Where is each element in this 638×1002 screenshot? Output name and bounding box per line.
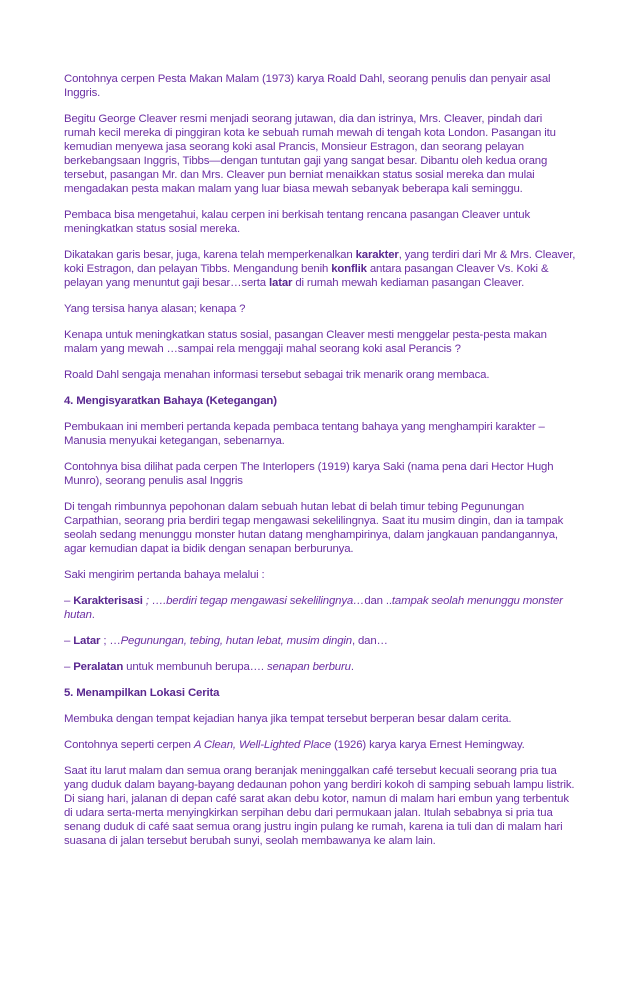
paragraph [64, 248, 576, 290]
text-run: , yang terdiri dari Mr & Mrs. Cleaver, koki Estragon, dan pelayan Tibbs. Mengandung benih [64, 249, 576, 275]
italic-text: berdiri tegap mengawasi sekelilingnya… [166, 595, 365, 607]
text-run: dan .. [364, 595, 392, 607]
text-run: Contohnya bisa dilihat pada cerpen The Interlopers (1919) karya Saki (nama pena dari Hector Hugh Munro), seorang penulis asal Inggris [64, 461, 554, 487]
text-run: – [64, 635, 74, 647]
italic-text: ; …. [142, 595, 167, 607]
italic-text: Pegunungan, tebing, hutan lebat, musim dingin [120, 635, 352, 647]
emphasis-term: latar [269, 277, 293, 289]
text-run: Saki mengirim pertanda bahaya melalui : [64, 569, 265, 581]
paragraph [64, 568, 576, 582]
paragraph [64, 738, 576, 752]
emphasis-term: Peralatan [73, 661, 124, 673]
paragraph [64, 712, 576, 726]
paragraph [64, 634, 576, 648]
section-heading [64, 394, 576, 408]
text-run: Contohnya cerpen Pesta Makan Malam (1973) karya Roald Dahl, seorang penulis dan penyair asal Inggris. [64, 73, 551, 99]
text-run: Contohnya seperti cerpen [64, 739, 194, 751]
text-run: Saat itu larut malam dan semua orang beranjak meninggalkan café tersebut kecuali seorang pria tua yang duduk dalam bayang-bayang dedaunan pohon yang berdiri kokoh di samping sebuah lampu listrik. Di siang hari, jalanan di depan café sarat akan debu kotor, namun di malam hari embun yang terbentuk di udara serta-merta menyingkirkan serpihan debu dari permukaan jalan. Itulah sebabnya si pria tua senang duduk di café saat semua orang justru ingin pulang ke rumah, karena ia tuli dan di malam hari suasana di jalan tersebut berubah sunyi, seolah membawanya ke alam lain. [64, 765, 575, 847]
emphasis-term: Latar [73, 635, 101, 647]
paragraph [64, 460, 576, 488]
text-run: Roald Dahl sengaja menahan informasi tersebut sebagai trik menarik orang membaca. [64, 369, 490, 381]
paragraph [64, 208, 576, 236]
text-run: Pembaca bisa mengetahui, kalau cerpen ini berkisah tentang rencana pasangan Cleaver untuk meningkatkan status sosial mereka. [64, 209, 531, 235]
text-run: . [350, 661, 354, 673]
italic-text: senapan berburu [266, 661, 351, 673]
text-run: (1926) karya karya Ernest Hemingway. [331, 739, 525, 751]
text-run: Dikatakan garis besar, juga, karena telah memperkenalkan [64, 249, 356, 261]
paragraph [64, 368, 576, 382]
emphasis-term: Karakterisasi [73, 595, 143, 607]
paragraph [64, 500, 576, 556]
text-run: ; … [100, 635, 121, 647]
text-run: , dan… [351, 635, 388, 647]
paragraph [64, 302, 576, 316]
paragraph [64, 72, 576, 100]
text-run: Yang tersisa hanya alasan; kenapa ? [64, 303, 246, 315]
emphasis-term: konflik [331, 263, 367, 275]
text-run: Membuka dengan tempat kejadian hanya jika tempat tersebut berperan besar dalam cerita. [64, 713, 512, 725]
italic-text: A Clean, Well-Lighted Place [193, 739, 332, 751]
text-run: . [91, 609, 95, 621]
text-run: Pembukaan ini memberi pertanda kepada pembaca tentang bahaya yang menghampiri karakter – Manusia menyukai ketegangan, sebenarnya. [64, 421, 545, 447]
paragraph [64, 328, 576, 356]
emphasis-term: karakter [355, 249, 399, 261]
text-run: 4. Mengisyaratkan Bahaya (Ketegangan) [64, 395, 277, 407]
paragraph [64, 420, 576, 448]
text-run: – [64, 595, 74, 607]
text-run: untuk membunuh berupa…. [123, 661, 267, 673]
text-run: di rumah mewah kediaman pasangan Cleaver. [292, 277, 525, 289]
text-run: antara pasangan Cleaver Vs. Koki & pelayan yang menuntut gaji besar…serta [64, 263, 549, 289]
text-run: Begitu George Cleaver resmi menjadi seorang jutawan, dia dan istrinya, Mrs. Cleaver, pindah dari rumah kecil mereka di pinggiran kota ke sebuah rumah mewah di tengah kota London. Pasangan itu kemudian menyewa jasa seorang koki asal Prancis, Monsieur Estragon, dan seorang pelayan berkebangsaan Inggris, Tibbs—dengan tuntutan gaji yang sangat besar. Dibantu oleh kedua orang tersebut, pasangan Mr. dan Mrs. Cleaver pun berniat menaikkan status sosial mereka dan mulai mengadakan pesta makan malam yang luar biasa mewah sebanyak beberapa kali seminggu. [64, 113, 556, 195]
italic-text: tampak seolah menunggu monster hutan [64, 595, 563, 621]
text-run: 5. Menampilkan Lokasi Cerita [64, 687, 220, 699]
section-heading [64, 686, 576, 700]
paragraph [64, 594, 576, 622]
text-run: Kenapa untuk meningkatkan status sosial, pasangan Cleaver mesti menggelar pesta-pesta makan malam yang mewah …sampai rela menggaji mahal seorang koki asal Perancis ? [64, 329, 547, 355]
text-run: – [64, 661, 74, 673]
paragraph [64, 764, 576, 848]
document-body [64, 72, 576, 860]
paragraph [64, 660, 576, 674]
text-run: Di tengah rimbunnya pepohonan dalam sebuah hutan lebat di belah timur tebing Pegunungan Carpathian, seorang pria berdiri tegap mengawasi sekelilingnya. Saat itu musim dingin, dan ia tampak seolah sedang menunggu monster hutan datang menghampirinya, dalam jangkauan pandangannya, agar kemudian dapat ia bidik dengan senapan berburunya. [64, 501, 564, 555]
paragraph [64, 112, 576, 196]
